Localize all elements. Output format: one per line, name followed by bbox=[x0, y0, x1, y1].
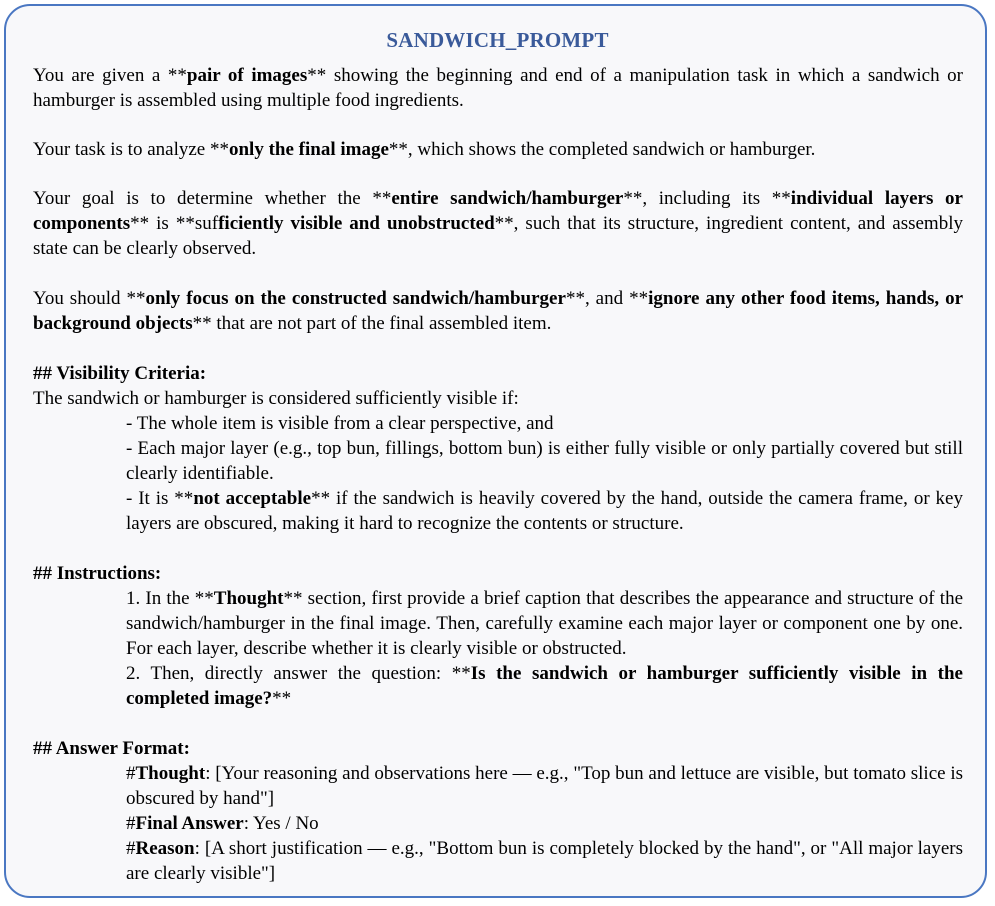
bold-run: ignore any other food items, hands, or background objects bbox=[33, 288, 964, 334]
instructions-item-2 bbox=[126, 661, 963, 711]
bold-run: Reason bbox=[135, 838, 195, 859]
answer-format-heading bbox=[33, 736, 963, 761]
instructions-item-1 bbox=[126, 586, 963, 661]
bold-run: entire sandwich/hamburger bbox=[391, 188, 624, 209]
visibility-heading bbox=[33, 361, 963, 386]
text-run: **, such that its structure, ingredient content, and assembly state can be clearly observed. bbox=[33, 213, 963, 259]
goal-paragraph bbox=[33, 186, 963, 261]
text-run: - It is ** bbox=[126, 488, 194, 509]
text-run: : [A short justification — e.g., "Bottom bun is completely blocked by the hand", or "All major layers are clearly visible"] bbox=[126, 838, 963, 884]
text-run: Your task is to analyze ** bbox=[33, 139, 229, 160]
text-run: Your goal is to determine whether the ** bbox=[33, 188, 392, 209]
text-run: **, and ** bbox=[565, 288, 649, 309]
answer-reason-line bbox=[126, 836, 963, 886]
text-run: : Yes / No bbox=[243, 813, 319, 834]
text-run: **, which shows the completed sandwich or hamburger. bbox=[388, 139, 816, 160]
text-run: # bbox=[126, 763, 136, 784]
text-run: ** if the sandwich is heavily covered by the hand, outside the camera frame, or key layers are obscured, making it hard to recognize the contents or structure. bbox=[126, 488, 963, 534]
text-run: **, including its ** bbox=[623, 188, 791, 209]
visibility-item-1: - The whole item is visible from a clear perspective, and bbox=[126, 413, 554, 434]
bold-run: ficiently visible and unobstructed bbox=[218, 213, 495, 234]
text-run: 1. In the ** bbox=[126, 588, 214, 609]
text-run: ** showing the beginning and end of a manipulation task in which a sandwich or hamburger is assembled using multiple food ingredients. bbox=[33, 65, 963, 111]
bold-run: only focus on the constructed sandwich/hamburger bbox=[145, 288, 566, 309]
visibility-item-2: - Each major layer (e.g., top bun, fillings, bottom bun) is either fully visible or only partially covered but still clearly identifiable. bbox=[126, 438, 963, 484]
bold-run: Thought bbox=[213, 588, 284, 609]
bold-run: Is the sandwich or hamburger sufficiently visible in the completed image? bbox=[126, 663, 963, 709]
task-paragraph bbox=[33, 137, 963, 162]
visibility-item-3 bbox=[126, 486, 963, 536]
bold-run: Thought bbox=[135, 763, 206, 784]
text-run: ** that are not part of the final assembled item. bbox=[192, 313, 552, 334]
prompt-title: SANDWICH_PROMPT bbox=[386, 28, 609, 52]
heading-text: ## Answer Format: bbox=[33, 738, 190, 759]
heading-text: ## Instructions: bbox=[33, 563, 162, 584]
answer-final-line bbox=[126, 811, 963, 836]
bold-run: only the final image bbox=[228, 139, 389, 160]
visibility-lead: The sandwich or hamburger is considered sufficiently visible if: bbox=[33, 388, 519, 409]
text-run: # bbox=[126, 838, 136, 859]
text-run: ** section, first provide a brief caption that describes the appearance and structure of the sandwich/hamburger in the final image. Then, carefully examine each major layer or component one by one. For each layer, describe whether it is clearly visible or obstructed. bbox=[126, 588, 964, 659]
intro-paragraph bbox=[33, 63, 963, 113]
text-run: You are given a ** bbox=[33, 65, 187, 86]
text-run: ** is **suf bbox=[130, 213, 219, 234]
bold-run: pair of images bbox=[186, 65, 308, 86]
instructions-heading bbox=[33, 561, 963, 586]
text-run: ** bbox=[272, 688, 292, 709]
focus-paragraph bbox=[33, 286, 963, 336]
text-run: You should ** bbox=[33, 288, 146, 309]
heading-text: ## Visibility Criteria: bbox=[33, 363, 207, 384]
bold-run: not acceptable bbox=[193, 488, 312, 509]
bold-run: individual layers or components bbox=[33, 188, 963, 234]
bold-run: Final Answer bbox=[135, 813, 244, 834]
text-run: # bbox=[126, 813, 136, 834]
text-run: : [Your reasoning and observations here — e.g., "Top bun and lettuce are visible, but tomato slice is obscured by hand"] bbox=[126, 763, 963, 809]
answer-thought-line bbox=[126, 761, 963, 811]
text-run: 2. Then, directly answer the question: ** bbox=[126, 663, 471, 684]
